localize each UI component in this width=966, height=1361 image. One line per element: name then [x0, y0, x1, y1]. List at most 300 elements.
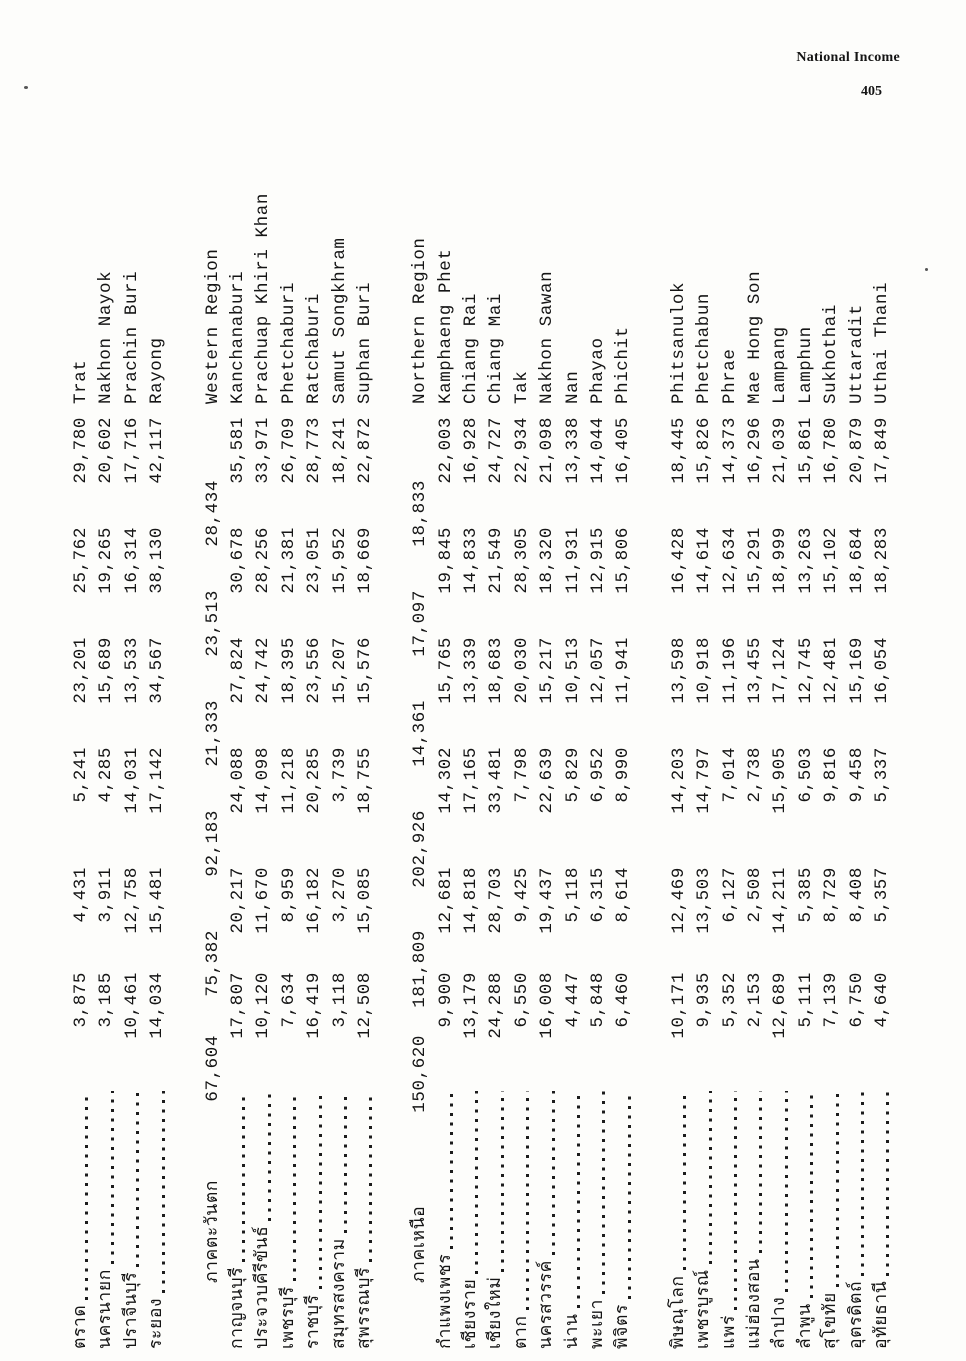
value-col-2: 8,408: [846, 867, 867, 923]
table-row: [794, 190, 819, 1361]
value-col-3: 15,905: [770, 747, 791, 814]
value-col-2: 75,382: [202, 930, 223, 997]
value-col-4: 27,824: [227, 637, 248, 704]
province-name-english: Phichit: [613, 326, 634, 404]
province-name-cell: [819, 1083, 844, 1361]
province-name-thai: ภาคตะวันตก: [202, 1180, 223, 1283]
province-name-cell: [434, 1083, 459, 1361]
value-col-3: 5,829: [562, 747, 583, 803]
value-col-5: 12,915: [588, 527, 609, 594]
value-col-4: 11,941: [613, 637, 634, 704]
province-name-english: Kanchanaburi: [227, 270, 248, 404]
table-row: [819, 190, 844, 1361]
table-row: [870, 190, 895, 1361]
value-col-5: 17,097: [410, 590, 431, 657]
value-col-1: 5,111: [795, 972, 816, 1028]
value-col-3: 14,797: [694, 747, 715, 814]
value-col-6: 22,003: [435, 417, 456, 484]
dotted-leader: [785, 1091, 788, 1292]
province-name-thai: แม่ฮ่องสอน: [744, 1258, 765, 1349]
province-name-english: Rayong: [147, 337, 168, 404]
value-col-6: 28,434: [202, 480, 223, 547]
value-col-3: 3,739: [329, 747, 350, 803]
value-col-5: 21,381: [278, 527, 299, 594]
value-col-4: 20,030: [511, 637, 532, 704]
value-col-2: 181,809: [410, 930, 431, 1008]
value-col-2: 14,211: [770, 867, 791, 934]
value-col-5: 30,678: [227, 527, 248, 594]
province-name-thai: ระยอง: [147, 1297, 168, 1349]
value-col-2: 5,357: [871, 867, 892, 923]
value-col-5: 19,845: [435, 527, 456, 594]
value-col-5: 15,102: [821, 527, 842, 594]
value-col-5: 14,614: [694, 527, 715, 594]
value-col-3: 14,098: [253, 747, 274, 814]
value-col-4: 10,513: [562, 637, 583, 704]
value-col-3: 24,088: [227, 747, 248, 814]
province-name-cell: [510, 1083, 535, 1361]
province-name-thai: อุตรดิตถ์: [846, 1280, 867, 1349]
value-col-5: 23,513: [202, 590, 223, 657]
province-name-thai: แพร่: [719, 1314, 740, 1349]
dotted-leader: [450, 1091, 453, 1249]
province-name-thai: พะเยา: [588, 1299, 609, 1349]
value-col-4: 18,683: [486, 637, 507, 704]
value-col-6: 20,602: [96, 417, 117, 484]
value-col-4: 15,689: [96, 637, 117, 704]
dotted-leader: [242, 1091, 245, 1262]
value-col-6: 21,039: [770, 417, 791, 484]
value-col-1: 7,139: [821, 972, 842, 1028]
value-col-1: 17,807: [227, 972, 248, 1039]
table-row: [251, 190, 276, 1361]
table-row: [226, 190, 251, 1361]
value-col-3: 7,014: [719, 747, 740, 803]
value-col-5: 19,265: [96, 527, 117, 594]
value-col-6: 29,780: [71, 417, 91, 484]
value-col-3: 9,816: [821, 747, 842, 803]
value-col-4: 13,533: [121, 637, 142, 704]
province-name-english: Sukhothai: [821, 304, 842, 404]
value-col-3: 11,218: [278, 747, 299, 814]
province-name-thai: สมุทรสงคราม: [329, 1238, 350, 1349]
value-col-6: 42,117: [147, 417, 168, 484]
value-col-5: 18,320: [537, 527, 558, 594]
value-col-4: 16,054: [871, 637, 892, 704]
value-col-4: 10,918: [694, 637, 715, 704]
value-col-5: 16,428: [668, 527, 689, 594]
value-col-3: 202,926: [410, 810, 431, 888]
value-col-1: 12,508: [354, 972, 375, 1039]
value-col-5: 25,762: [71, 527, 91, 594]
value-col-3: 18,755: [354, 747, 375, 814]
province-name-thai: ตราด: [71, 1304, 91, 1349]
value-col-3: 33,481: [486, 747, 507, 814]
value-col-1: 3,118: [329, 972, 350, 1028]
province-name-thai: ลำปาง: [770, 1296, 791, 1349]
dotted-leader: [552, 1091, 555, 1255]
value-col-5: 15,291: [744, 527, 765, 594]
dotted-leader: [628, 1091, 631, 1299]
value-col-5: 28,256: [253, 527, 274, 594]
value-col-5: 18,684: [846, 527, 867, 594]
value-col-6: 21,098: [537, 417, 558, 484]
value-col-6: 35,581: [227, 417, 248, 484]
value-col-4: 13,598: [668, 637, 689, 704]
value-col-1: 13,179: [461, 972, 482, 1039]
value-col-4: 15,217: [537, 637, 558, 704]
province-name-thai: เพชรบุรี: [278, 1286, 299, 1349]
province-name-cell: [870, 1083, 895, 1361]
dotted-leader: [293, 1091, 296, 1281]
value-col-2: 6,315: [588, 867, 609, 923]
value-col-5: 28,305: [511, 527, 532, 594]
value-col-6: 16,780: [821, 417, 842, 484]
value-col-6: 16,928: [461, 417, 482, 484]
value-col-3: 17,165: [461, 747, 482, 814]
province-name-thai: นครสวรรค์: [537, 1260, 558, 1349]
province-name-cell: [845, 1083, 870, 1361]
value-col-2: 12,681: [435, 867, 456, 934]
province-name-english: Western Region: [202, 248, 223, 404]
value-col-6: 26,709: [278, 417, 299, 484]
value-col-6: 17,849: [871, 417, 892, 484]
value-col-2: 12,469: [668, 867, 689, 934]
value-col-5: 15,952: [329, 527, 350, 594]
province-name-thai: ภาคเหนือ: [410, 1205, 431, 1283]
province-name-english: Phitsanulok: [668, 281, 689, 404]
value-col-2: 2,508: [744, 867, 765, 923]
province-name-thai: ราชบุรี: [304, 1294, 325, 1349]
dotted-leader: [810, 1091, 813, 1298]
value-col-1: 24,288: [486, 972, 507, 1039]
scan-speck: [925, 268, 928, 271]
province-name-thai: สุพรรณบุรี: [354, 1267, 375, 1349]
province-name-english: Uthai Thani: [871, 281, 892, 404]
province-name-cell: [667, 1083, 692, 1361]
province-name-english: Samut Songkhram: [329, 237, 350, 404]
value-col-6: 18,241: [329, 417, 350, 484]
value-col-1: 12,689: [770, 972, 791, 1039]
value-col-2: 15,481: [147, 867, 168, 934]
value-col-2: 9,425: [511, 867, 532, 923]
value-col-3: 8,990: [613, 747, 634, 803]
province-name-thai: กำแพงเพชร: [435, 1253, 456, 1349]
value-col-5: 38,130: [147, 527, 168, 594]
province-name-english: Northern Region: [410, 237, 431, 404]
value-col-1: 16,008: [537, 972, 558, 1039]
dotted-leader: [836, 1091, 839, 1287]
value-col-3: 14,203: [668, 747, 689, 814]
table-row: [718, 190, 743, 1361]
table-row: [434, 190, 459, 1361]
dotted-leader: [526, 1091, 529, 1310]
dotted-leader: [683, 1091, 686, 1270]
value-col-6: 20,879: [846, 417, 867, 484]
dotted-leader: [136, 1091, 139, 1267]
value-col-4: 24,742: [253, 637, 274, 704]
dotted-leader: [501, 1091, 504, 1272]
province-name-thai: ตาก: [511, 1315, 532, 1349]
value-col-3: 6,952: [588, 747, 609, 803]
province-name-cell: [226, 1083, 251, 1361]
value-col-5: 21,549: [486, 527, 507, 594]
value-col-1: 5,352: [719, 972, 740, 1028]
province-name-cell: [692, 1083, 717, 1361]
table-rows: [55, 190, 895, 1361]
province-name-cell: [718, 1083, 743, 1361]
value-col-1: 14,034: [147, 972, 168, 1039]
value-col-2: 13,503: [694, 867, 715, 934]
province-name-english: Ratchaburi: [304, 292, 325, 404]
province-name-thai: พิจิตร: [613, 1304, 634, 1349]
value-col-6: 15,826: [694, 417, 715, 484]
table-row: [510, 190, 535, 1361]
value-col-3: 5,241: [71, 747, 91, 803]
value-col-4: 15,169: [846, 637, 867, 704]
value-col-6: 13,338: [562, 417, 583, 484]
province-name-cell: [535, 1083, 560, 1361]
value-col-2: 15,085: [354, 867, 375, 934]
dotted-leader: [344, 1091, 347, 1233]
value-col-5: 11,931: [562, 527, 583, 594]
table-row: [353, 190, 378, 1361]
province-name-cell: [328, 1083, 353, 1361]
table-row: [561, 190, 586, 1361]
province-name-cell: [120, 1083, 145, 1361]
value-col-1: 5,848: [588, 972, 609, 1028]
value-col-2: 14,818: [461, 867, 482, 934]
province-name-english: Nakhon Sawan: [537, 270, 558, 404]
value-col-3: 14,302: [435, 747, 456, 814]
dotted-leader: [162, 1091, 165, 1293]
province-name-thai: ลำพูน: [795, 1303, 816, 1349]
table-row: [408, 190, 433, 1361]
province-name-thai: เชียงราย: [461, 1278, 482, 1349]
value-col-2: 5,385: [795, 867, 816, 923]
province-name-thai: เพชรบูรณ์: [694, 1269, 715, 1349]
value-col-1: 6,550: [511, 972, 532, 1028]
value-col-4: 11,196: [719, 637, 740, 704]
table-row: [69, 190, 94, 1361]
province-name-english: Mae Hong Son: [744, 270, 765, 404]
value-col-1: 2,153: [744, 972, 765, 1028]
value-col-5: 12,634: [719, 527, 740, 594]
value-col-2: 19,437: [537, 867, 558, 934]
table-row: [302, 190, 327, 1361]
dotted-leader: [475, 1091, 478, 1274]
table-row: [328, 190, 353, 1361]
dotted-leader: [734, 1091, 737, 1310]
value-col-1: 67,604: [202, 1035, 223, 1102]
value-col-1: 7,634: [278, 972, 299, 1028]
province-name-english: Kamphaeng Phet: [435, 248, 456, 404]
value-col-4: 23,556: [304, 637, 325, 704]
value-col-2: 8,959: [278, 867, 299, 923]
province-name-cell: [561, 1083, 586, 1361]
table-row: [277, 190, 302, 1361]
province-name-cell: [145, 1083, 170, 1361]
value-col-5: 18,999: [770, 527, 791, 594]
value-col-3: 92,183: [202, 810, 223, 877]
value-col-6: 15,861: [795, 417, 816, 484]
value-col-1: 9,900: [435, 972, 456, 1028]
province-name-thai: เชียงใหม่: [486, 1276, 507, 1349]
dotted-leader: [369, 1091, 372, 1262]
dotted-leader: [319, 1091, 322, 1289]
dotted-leader: [111, 1091, 114, 1264]
value-col-1: 16,419: [304, 972, 325, 1039]
value-col-3: 22,639: [537, 747, 558, 814]
value-col-2: 20,217: [227, 867, 248, 934]
value-col-5: 16,314: [121, 527, 142, 594]
value-col-4: 21,333: [202, 700, 223, 767]
value-col-6: 18,833: [410, 480, 431, 547]
province-name-cell: [69, 1083, 94, 1361]
value-col-4: 12,745: [795, 637, 816, 704]
value-col-4: 23,201: [71, 637, 91, 704]
province-name-english: Suphan Buri: [354, 281, 375, 404]
value-col-2: 8,729: [821, 867, 842, 923]
province-name-english: Phayao: [588, 337, 609, 404]
dotted-leader: [85, 1091, 88, 1300]
province-name-thai: อุทัยธานี: [871, 1280, 892, 1349]
table-row: [667, 190, 692, 1361]
value-col-6: 22,872: [354, 417, 375, 484]
value-col-3: 7,798: [511, 747, 532, 803]
province-name-english: Nan: [562, 370, 583, 404]
value-col-4: 12,057: [588, 637, 609, 704]
table-row: [120, 190, 145, 1361]
value-col-2: 6,127: [719, 867, 740, 923]
value-col-2: 3,911: [96, 867, 117, 923]
province-name-thai: ปราจีนบุรี: [121, 1271, 142, 1349]
province-name-english: Chiang Mai: [486, 292, 507, 404]
value-col-6: 33,971: [253, 417, 274, 484]
value-col-1: 10,461: [121, 972, 142, 1039]
table-row: [611, 190, 636, 1361]
dotted-leader: [709, 1091, 712, 1264]
province-name-english: Phrae: [719, 348, 740, 404]
value-col-4: 15,207: [329, 637, 350, 704]
value-col-2: 8,614: [613, 867, 634, 923]
value-col-5: 15,806: [613, 527, 634, 594]
province-name-cell: [586, 1083, 611, 1361]
value-col-2: 3,270: [329, 867, 350, 923]
value-col-2: 12,758: [121, 867, 142, 934]
province-name-english: Phetchabun: [694, 292, 715, 404]
province-name-thai: ประจวบคีรีขันธ์: [253, 1225, 274, 1349]
value-col-3: 20,285: [304, 747, 325, 814]
value-col-6: 14,044: [588, 417, 609, 484]
value-col-4: 15,765: [435, 637, 456, 704]
value-col-4: 12,481: [821, 637, 842, 704]
province-name-thai: น่าน: [562, 1313, 583, 1349]
value-col-4: 17,124: [770, 637, 791, 704]
province-name-cell: [743, 1083, 768, 1361]
value-col-2: 4,431: [71, 867, 91, 923]
dotted-leader: [886, 1091, 889, 1276]
province-name-cell: [794, 1083, 819, 1361]
value-col-4: 15,576: [354, 637, 375, 704]
province-name-cell: [484, 1083, 509, 1361]
dotted-leader: [759, 1091, 762, 1253]
province-name-cell: [302, 1083, 327, 1361]
value-col-4: 13,339: [461, 637, 482, 704]
province-name-english: Lamphun: [795, 326, 816, 404]
value-col-2: 28,703: [486, 867, 507, 934]
value-col-3: 17,142: [147, 747, 168, 814]
province-name-cell: [408, 1146, 433, 1361]
table-row: [743, 190, 768, 1361]
value-col-4: 14,361: [410, 700, 431, 767]
value-col-6: 16,296: [744, 417, 765, 484]
value-col-5: 13,263: [795, 527, 816, 594]
value-col-2: 5,118: [562, 867, 583, 923]
province-name-thai: พิษณุโลก: [668, 1275, 689, 1349]
value-col-3: 5,337: [871, 747, 892, 803]
dotted-leader: [602, 1091, 605, 1294]
value-col-1: 6,460: [613, 972, 634, 1028]
value-col-1: 10,120: [253, 972, 274, 1039]
table-row: [145, 190, 170, 1361]
province-name-english: Tak: [511, 370, 532, 404]
dotted-leader: [861, 1091, 864, 1276]
province-name-thai: สุโขทัย: [821, 1292, 842, 1349]
rotated-table: [55, 190, 910, 1361]
value-col-4: 18,395: [278, 637, 299, 704]
table-row: [484, 190, 509, 1361]
value-col-3: 4,285: [96, 747, 117, 803]
province-name-english: Lampang: [770, 326, 791, 404]
value-col-1: 4,447: [562, 972, 583, 1028]
value-col-5: 23,051: [304, 527, 325, 594]
value-col-3: 9,458: [846, 747, 867, 803]
value-col-1: 4,640: [871, 972, 892, 1028]
province-name-cell: [353, 1083, 378, 1361]
province-name-english: Uttaradit: [846, 304, 867, 404]
value-col-1: 6,750: [846, 972, 867, 1028]
dotted-leader: [268, 1091, 271, 1221]
value-col-6: 18,445: [668, 417, 689, 484]
province-name-cell: [201, 1146, 226, 1361]
value-col-1: 9,935: [694, 972, 715, 1028]
province-name-thai: นครนายก: [96, 1269, 117, 1349]
province-name-cell: [94, 1083, 119, 1361]
table-row: [845, 190, 870, 1361]
scan-speck: [24, 86, 28, 89]
value-col-6: 14,373: [719, 417, 740, 484]
value-col-1: 3,185: [96, 972, 117, 1028]
table-row: [586, 190, 611, 1361]
value-col-6: 22,934: [511, 417, 532, 484]
table-row: [94, 190, 119, 1361]
province-name-cell: [251, 1083, 276, 1361]
value-col-6: 16,405: [613, 417, 634, 484]
value-col-5: 14,833: [461, 527, 482, 594]
value-col-1: 150,620: [410, 1035, 431, 1113]
table-row: [201, 190, 226, 1361]
province-name-english: Trat: [71, 359, 91, 404]
value-col-1: 3,875: [71, 972, 91, 1028]
province-name-cell: [611, 1083, 636, 1361]
table-row: [535, 190, 560, 1361]
value-col-6: 28,773: [304, 417, 325, 484]
table-row: [768, 190, 793, 1361]
value-col-5: 18,669: [354, 527, 375, 594]
table-row: [459, 190, 484, 1361]
province-name-english: Phetchaburi: [278, 281, 299, 404]
